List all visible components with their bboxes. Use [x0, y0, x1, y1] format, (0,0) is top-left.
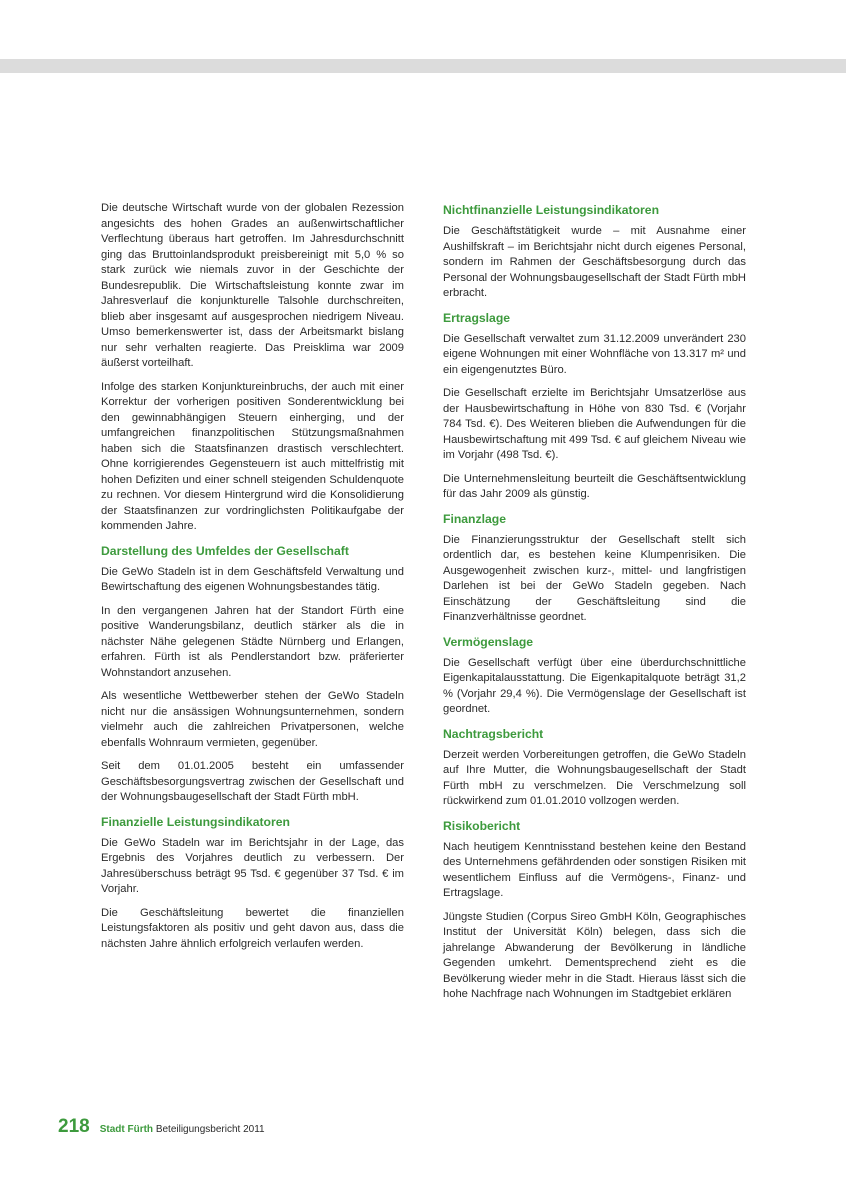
right-column	[443, 202, 746, 1011]
paragraph: Die Finanzierungsstruktur der Gesellschaft stellt sich ordentlich dar, es bestehen keine Klumpenrisiken. Die Ausgewogenheit zwischen kurz-, mittel- und langfristigen Darlehen ist bei der GeWo Stadeln gegeben. Nach Einschätzung der Geschäftsleitung sind die Finanzverhältnisse geordnet.	[443, 533, 746, 623]
page-header-bar	[0, 59, 846, 73]
paragraph: Die Gesellschaft verwaltet zum 31.12.2009 unverändert 230 eigene Wohnungen mit einer Wohnfläche von 13.317 m² und ein eigengenutztes Büro.	[443, 332, 746, 376]
footer-report-title: Beteiligungsbericht 2011	[155, 1124, 265, 1135]
paragraph: Die Unternehmensleitung beurteilt die Geschäftsentwicklung für das Jahr 2009 als günstig.	[443, 472, 746, 500]
section-heading-vermoegenslage: Vermögenslage	[443, 634, 534, 649]
paragraph: Seit dem 01.01.2005 besteht ein umfassender Geschäftsbesorgungsvertrag zwischen der Gesellschaft und der Wohnungsbaugesellschaft der Stadt Fürth mbH.	[101, 760, 404, 803]
left-column	[101, 201, 404, 960]
page-number: 218	[58, 1116, 90, 1137]
paragraph: Die GeWo Stadeln ist in dem Geschäftsfeld Verwaltung und Bewirtschaftung des eigenen Wohnungsbestandes tätig.	[101, 565, 404, 593]
page-footer	[58, 1116, 265, 1138]
paragraph: Als wesentliche Wettbewerber stehen der GeWo Stadeln nicht nur die ansässigen Wohnungsunternehmen, sondern vielmehr auch die zahlreichen Privatpersonen, welche ebenfalls Wohnraum vermieten, gegenüber.	[101, 690, 404, 749]
section-heading-finanzielle-leistungsindikatoren: Finanzielle Leistungsindikatoren	[101, 814, 290, 829]
section-heading-finanzlage: Finanzlage	[443, 511, 506, 526]
paragraph: Infolge des starken Konjunktureinbruchs, der auch mit einer Korrektur der vorherigen positiven Sonderentwicklung bei den gewinnabhängigen Steuern einherging, und der umfangreichen finanzpolitischen Stützungsmaßnahmen haben sich die Staatsfinanzen drastisch verschlechtert. Ohne korrigierendes Gegensteuern ist auch mittelfristig mit hohen Defiziten und einer schnell steigenden Schuldenquote zu rechnen. Vor diesem Hintergrund wird die Konsolidierung der Staatsfinanzen zur vordringlichsten Politikaufgabe der kommenden Jahre.	[101, 380, 404, 532]
footer-title	[100, 1124, 265, 1135]
paragraph: Derzeit werden Vorbereitungen getroffen, die GeWo Stadeln auf Ihre Mutter, die Wohnungsbaugesellschaft der Stadt Fürth mbH zu verschmelzen. Die Verschmelzung soll rückwirkend zum 01.01.2010 vollzogen werden.	[443, 748, 746, 807]
paragraph: Jüngste Studien (Corpus Sireo GmbH Köln, Geographisches Institut der Universität Köln) belegen, dass sich die jahrelange Abwanderung der Bevölkerung in ländliche Gegenden umkehrt. Dementsprechend zieht es die Bevölkerung wieder mehr in die Stadt. Hieraus lässt sich die hohe Nachfrage nach Wohnungen im Stadtgebiet erklären	[443, 910, 746, 1000]
paragraph: In den vergangenen Jahren hat der Standort Fürth eine positive Wanderungsbilanz, deutlich stärker als die in nächster Nähe gelegenen Städte Nürnberg und Erlangen, erfahren. Fürth ist als Pendlerstandort bzw. präferierter Wohnstandort anzusehen.	[101, 604, 404, 679]
section-heading-umfeld: Darstellung des Umfeldes der Gesellschaft	[101, 543, 349, 558]
paragraph: Die Geschäftsleitung bewertet die finanziellen Leistungsfaktoren als positiv und geht davon aus, dass die nächsten Jahre ähnlich erfolgreich verlaufen werden.	[101, 906, 404, 950]
section-heading-ertragslage: Ertragslage	[443, 310, 511, 325]
paragraph: Nach heutigem Kenntnisstand bestehen keine den Bestand des Unternehmens gefährdenden oder sonstigen Risiken mit wesentlichem Einfluss auf die Vermögens-, Finanz- und Ertragslage.	[443, 840, 746, 899]
paragraph: Die deutsche Wirtschaft wurde von der globalen Rezession angesichts des hohen Grades an außenwirtschaftlicher Verflechtung überaus hart getroffen. Im Jahresdurchschnitt ging das Bruttoinlandsprodukt preisbereinigt mit 5,0 % so stark zurück wie niemals zuvor in der Geschichte der Bundesrepublik. Die Wirtschaftsleistung konnte zwar im Jahresverlauf die konjunkturelle Talsohle durchschreiten, blieb aber insgesamt auf ausgesprochen niedrigem Niveau. Umso bemerkenswerter ist, dass der Arbeitsmarkt bislang nur sehr verhalten reagierte. Das Preisklima war 2009 äußerst vorteilhaft.	[101, 202, 404, 369]
paragraph: Die Gesellschaft verfügt über eine überdurchschnittliche Eigenkapitalausstattung. Die Eigenkapitalquote beträgt 31,2 % (Vorjahr 29,4 %). Die Vermögenslage der Gesellschaft ist geordnet.	[443, 656, 746, 715]
paragraph: Die GeWo Stadeln war im Berichtsjahr in der Lage, das Ergebnis des Vorjahres deutlich zu verbessern. Der Jahresüberschuss beträgt 95 Tsd. € gegenüber 37 Tsd. € im Vorjahr.	[101, 836, 404, 895]
section-heading-nichtfinanzielle-leistungsindikatoren: Nichtfinanzielle Leistungsindikatoren	[443, 203, 660, 217]
paragraph: Die Gesellschaft erzielte im Berichtsjahr Umsatzerlöse aus der Hausbewirtschaftung in Höhe von 830 Tsd. € (Vorjahr 784 Tsd. €). Des Weiteren blieben die Aufwendungen für die Hausbewirtschaftung mit 499 Tsd. € auf gleichem Niveau wie im Vorjahr (498 Tsd. €).	[443, 387, 746, 461]
footer-city: Stadt Fürth	[99, 1124, 154, 1135]
paragraph: Die Geschäftstätigkeit wurde – mit Ausnahme einer Aushilfskraft – im Berichtsjahr nicht durch eigenes Personal, sondern im Rahmen der Geschäftsbesorgung durch das Personal der Wohnungsbaugesellschaft der Stadt Fürth mbH erbracht.	[443, 225, 746, 299]
section-heading-nachtragsbericht: Nachtragsbericht	[443, 726, 544, 741]
section-heading-risikobericht: Risikobericht	[443, 818, 521, 833]
